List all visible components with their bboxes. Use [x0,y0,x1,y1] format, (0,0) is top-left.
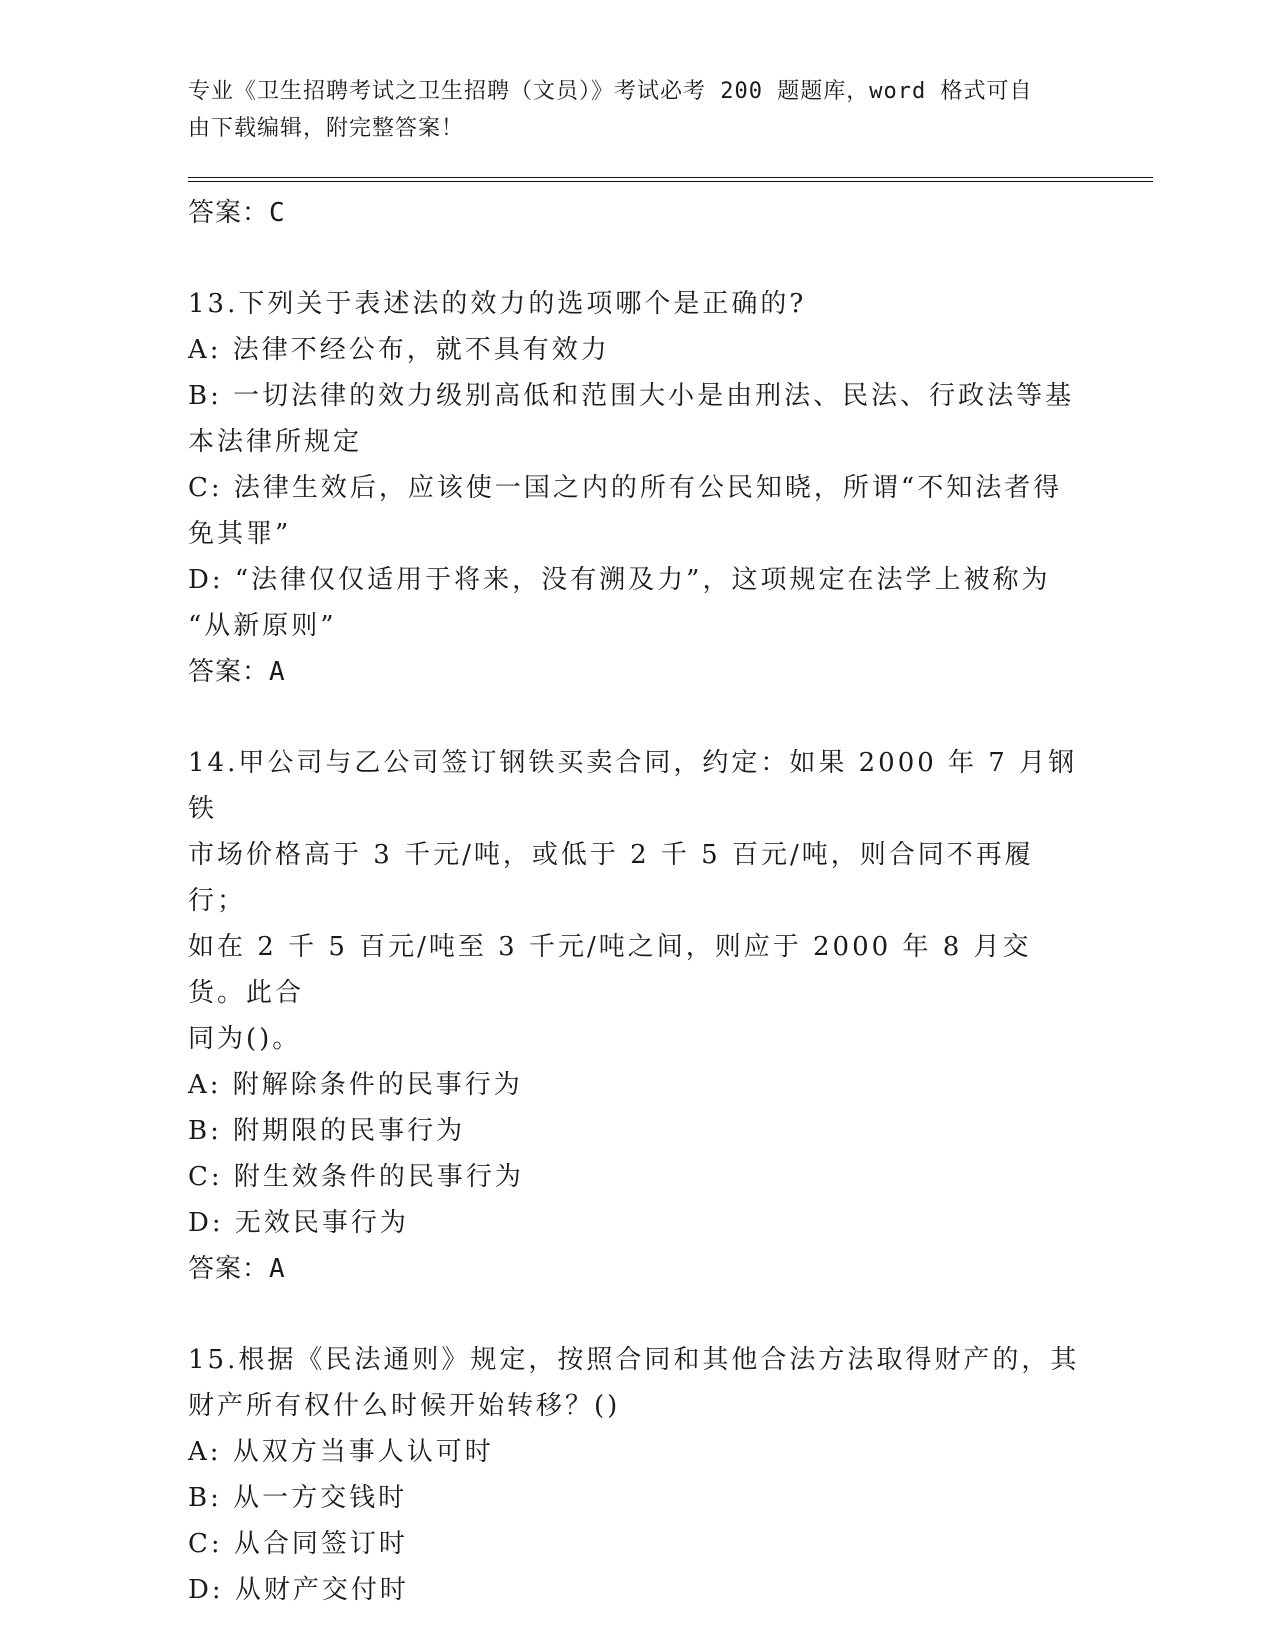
option-line: D: 从财产交付时 [188,1575,409,1605]
spacer [188,695,1088,740]
question-13 [188,281,1088,695]
option-line: A: 附解除条件的民事行为 [188,1070,523,1100]
header-line-1: 专业《卫生招聘考试之卫生招聘（文员）》考试必考 200 题题库，word 格式可自 [188,79,1033,104]
previous-answer: 答案：C [188,198,286,228]
option-c [188,1521,1088,1567]
option-b [188,1475,1088,1521]
option-line: “从新原则” [188,611,337,641]
option-line: D: “法律仅仅适用于将来，没有溯及力”，这项规定在法学上被称为 [188,565,1051,595]
option-line: C: 从合同签订时 [188,1529,408,1559]
option-line: C: 法律生效后，应该使一国之内的所有公民知晓，所谓“不知法者得 [188,473,1063,503]
option-c [188,1154,1088,1200]
option-line: D: 无效民事行为 [188,1208,409,1238]
option-a [188,1429,1088,1475]
option-d [188,557,1088,649]
option-d [188,1200,1088,1246]
spacer [188,236,1088,281]
option-a [188,327,1088,373]
question-answer: 答案：A [188,657,286,687]
question-15 [188,1337,1088,1613]
option-c [188,465,1088,557]
question-stem-line: 13.下列关于表述法的效力的选项哪个是正确的? [188,289,807,319]
document-header [188,73,1068,147]
option-line: 本法律所规定 [188,427,363,457]
question-stem-line: 14.甲公司与乙公司签订钢铁买卖合同，约定：如果 2000 年 7 月钢铁 [188,748,1078,824]
question-stem-line: 财产所有权什么时候开始转移？() [188,1391,621,1421]
spacer [188,1292,1088,1337]
option-line: C: 附生效条件的民事行为 [188,1162,524,1192]
question-stem-line: 市场价格高于 3 千元/吨，或低于 2 千 5 百元/吨，则合同不再履行； [188,840,1034,916]
option-line: 免其罪” [188,519,292,549]
option-line: B: 附期限的民事行为 [188,1116,466,1146]
header-line-2: 由下载编辑，附完整答案！ [188,116,465,141]
question-list [188,190,1088,1613]
option-line: B: 一切法律的效力级别高低和范围大小是由刑法、民法、行政法等基 [188,381,1075,411]
option-b [188,373,1088,465]
option-a [188,1062,1088,1108]
option-d [188,1567,1088,1613]
option-line: B: 从一方交钱时 [188,1483,408,1513]
header-divider [188,177,1153,182]
question-stem-line: 如在 2 千 5 百元/吨至 3 千元/吨之间，则应于 2000 年 8 月交货。此合 [188,932,1032,1008]
question-answer: 答案：A [188,1254,286,1284]
question-stem-line: 同为()。 [188,1024,302,1054]
option-line: A: 法律不经公布，就不具有效力 [188,335,610,365]
option-line: A: 从双方当事人认可时 [188,1437,494,1467]
option-b [188,1108,1088,1154]
question-14 [188,740,1088,1292]
question-stem-line: 15.根据《民法通则》规定，按照合同和其他合法方法取得财产的，其 [188,1345,1080,1375]
